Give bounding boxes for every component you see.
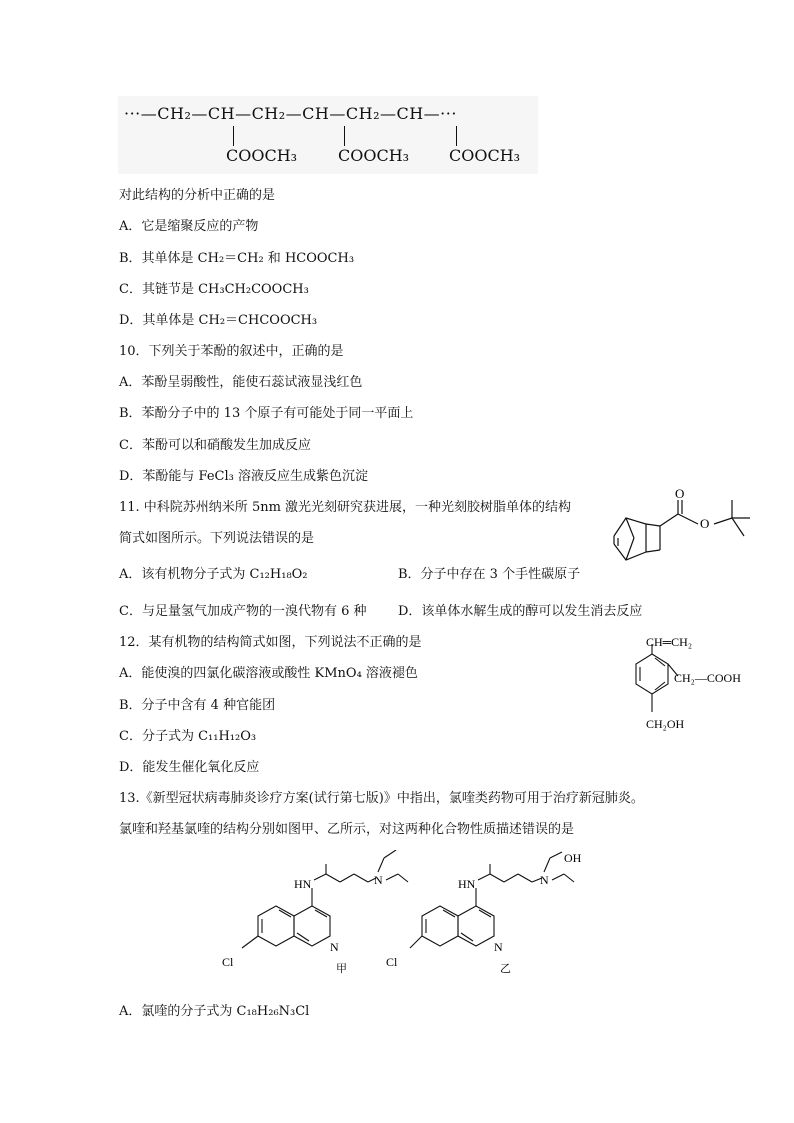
q9-option-d: D．其单体是 CH₂＝CHCOOCH₃ xyxy=(119,313,318,328)
pyridine-ring xyxy=(458,906,494,946)
ring-bond xyxy=(614,518,646,560)
q12-option-a: A．能使溴的四氯化碳溶液或酸性 KMnO₄ 溶液褪色 xyxy=(119,666,418,681)
q9-option-a: A．它是缩聚反应的产物 xyxy=(119,219,259,234)
ring-bond xyxy=(646,550,660,552)
q10-option-b: B．苯酚分子中的 13 个原子有可能处于同一平面上 xyxy=(119,406,414,421)
q11-structure-figure xyxy=(600,488,770,578)
benzo-ring xyxy=(422,906,458,946)
ester-bond xyxy=(678,514,698,524)
q12-option-d: D．能发生催化氧化反应 xyxy=(119,760,260,775)
hn-label-jia: HN xyxy=(294,877,312,891)
q11-stem-line1: 11. 中科院苏州纳米所 5nm 激光光刻研究获进展，一种光刻胶树脂单体的结构 xyxy=(119,500,572,515)
q10-option-c: C．苯酚可以和硝酸发生加成反应 xyxy=(119,438,311,453)
polymer-chain: ···—CH₂—CH—CH₂—CH—CH₂—CH—··· xyxy=(124,104,457,123)
q10-option-a: A．苯酚呈弱酸性，能使石蕊试液显浅红色 xyxy=(119,375,363,390)
ester-oxygen-label: O xyxy=(700,516,710,531)
ring-n-label-jia: N xyxy=(330,940,339,954)
chloroquine-structure xyxy=(242,850,408,948)
q12-option-c: C．分子式为 C₁₁H₁₂O₃ xyxy=(119,729,257,744)
hydroxychloroquine-structure xyxy=(410,852,574,948)
hydroxymethyl-label: CH₂OH xyxy=(646,717,685,731)
pendant-group: COOCH₃ xyxy=(226,146,298,165)
q11-option-b: B．分子中存在 3 个手性碳原子 xyxy=(398,567,581,582)
cl-label-yi: Cl xyxy=(386,955,398,969)
hn-label-yi: HN xyxy=(458,877,476,891)
q10-stem: 10．下列关于苯酚的叙述中，正确的是 xyxy=(119,344,344,359)
cl-label-jia: Cl xyxy=(222,955,234,969)
amine-n-label-jia: N xyxy=(374,873,383,887)
benzo-ring xyxy=(258,906,294,946)
q11-option-a: A．该有机物分子式为 C₁₂H₁₈O₂ xyxy=(119,567,308,582)
q13-structure-figure xyxy=(218,850,598,980)
figure-label-yi: 乙 xyxy=(500,963,511,975)
vinyl-label: CH═CH₂ xyxy=(646,635,693,649)
q12-option-b: B．分子中含有 4 种官能团 xyxy=(119,698,276,713)
amine-n-label-yi: N xyxy=(540,873,549,887)
tbutyl-bond xyxy=(732,518,744,536)
q13-stem-line1: 13.《新型冠状病毒肺炎诊疗方案(试行第七版)》中指出，氯喹类药物可用于治疗新冠肺炎。 xyxy=(119,791,644,806)
ring-bond xyxy=(646,524,660,526)
q12-structure-figure xyxy=(622,632,782,740)
q9-stem: 对此结构的分析中正确的是 xyxy=(119,188,276,203)
bond-line xyxy=(233,126,234,146)
bridge-bond xyxy=(626,518,634,538)
q10-option-d: D．苯酚能与 FeCl₃ 溶液反应生成紫色沉淀 xyxy=(119,469,369,484)
carbonyl-oxygen-label: O xyxy=(675,488,685,501)
q11-option-c: C．与足量氢气加成产物的一溴代物有 6 种 xyxy=(119,604,367,619)
acetic-acid-label: CH₂—COOH xyxy=(674,671,741,685)
q12-stem: 12．某有机物的结构简式如图，下列说法不正确的是 xyxy=(119,635,422,650)
bond-line xyxy=(456,126,457,146)
q9-option-b: B．其单体是 CH₂＝CH₂ 和 HCOOCH₃ xyxy=(119,251,355,266)
q11-option-d: D．该单体水解生成的醇可以发生消去反应 xyxy=(398,604,643,619)
q9-option-c: C．其链节是 CH₃CH₂COOCH₃ xyxy=(119,282,309,297)
q13-stem-line2: 氯喹和羟基氯喹的结构分别如图甲、乙所示，对这两种化合物性质描述错误的是 xyxy=(119,822,575,837)
polymer-structure-figure xyxy=(118,96,538,174)
pyridine-ring xyxy=(294,906,330,946)
benzene-ring xyxy=(636,654,668,694)
q11-stem-line2: 简式如图所示。下列说法错误的是 xyxy=(119,531,315,546)
bond-line xyxy=(344,126,345,146)
pendant-group: COOCH₃ xyxy=(449,146,521,165)
q13-option-a: A．氯喹的分子式为 C₁₈H₂₆N₃Cl xyxy=(119,1004,310,1019)
pendant-group: COOCH₃ xyxy=(338,146,410,165)
ester-bond xyxy=(714,518,732,524)
ring-n-label-yi: N xyxy=(494,940,503,954)
ester-bond xyxy=(660,514,678,526)
figure-label-jia: 甲 xyxy=(336,963,347,975)
oh-label-yi: OH xyxy=(564,851,582,865)
